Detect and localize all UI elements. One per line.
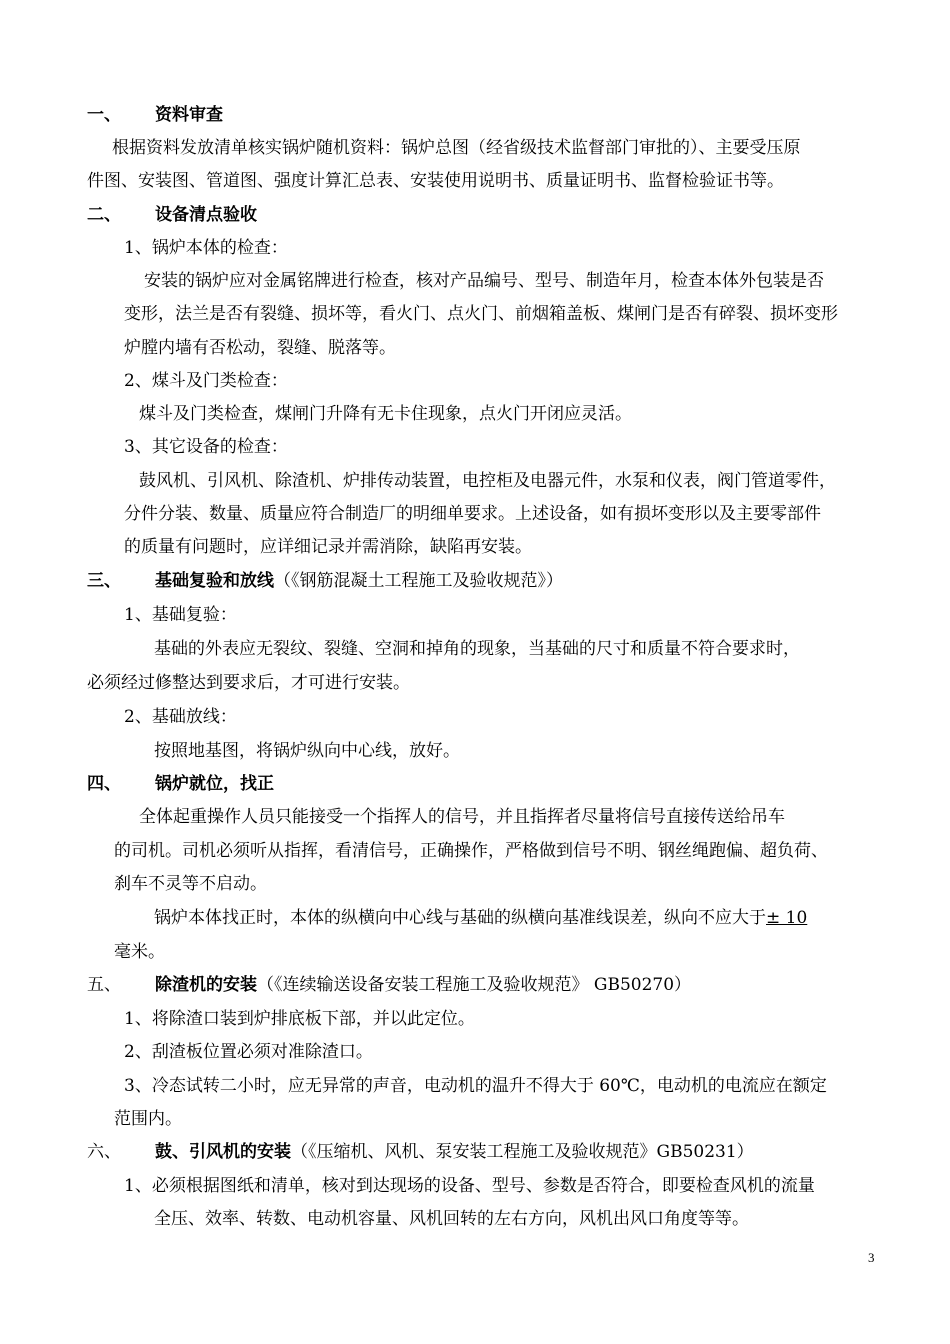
section-title: 资料审查 [155,105,223,125]
list-item: 2、刮渣板位置必须对准除渣口。 [124,1042,373,1062]
list-item: 范围内。 [114,1109,182,1129]
paragraph-line: 变形，法兰是否有裂缝、损坏等，看火门、点火门、前烟箱盖板、煤闸门是否有碎裂、损坏变形 [124,304,838,324]
list-item: 1、必须根据图纸和清单，核对到达现场的设备、型号、参数是否符合，即要检查风机的流量 [124,1176,815,1196]
paragraph-line: 的质量有问题时，应详细记录并需消除，缺陷再安装。 [124,537,532,557]
section-title: 锅炉就位，找正 [155,774,274,794]
list-item: 全压、效率、转数、电动机容量、风机回转的左右方向，风机出风口角度等等。 [154,1209,749,1229]
paragraph-line: 基础的外表应无裂纹、裂缝、空洞和掉角的现象，当基础的尺寸和质量不符合要求时， [154,639,800,659]
section-title: 设备清点验收 [155,205,257,225]
page-number: 3 [868,1250,875,1265]
item-title: 1、锅炉本体的检查： [124,238,288,258]
section-title: 鼓、引风机的安装 [155,1142,291,1162]
paragraph-line: 煤斗及门类检查，煤闸门升降有无卡住现象，点火门开闭应灵活。 [139,404,632,424]
item-title: 2、煤斗及门类检查： [124,371,288,391]
section-title: 基础复验和放线 [155,571,274,591]
paragraph-line: 按照地基图，将锅炉纵向中心线，放好。 [154,741,460,761]
section-reference: （《连续输送设备安装工程施工及验收规范》 GB50270） [257,975,692,995]
paragraph-line: 分件分装、数量、质量应符合制造厂的明细单要求。上述设备，如有损坏变形以及主要零部件 [124,504,821,524]
item-title: 2、基础放线： [124,707,237,727]
paragraph-line: 根据资料发放清单核实锅炉随机资料：锅炉总图（经省级技术监督部门审批的）、主要受压原 [112,138,801,158]
paragraph-line: 刹车不灵等不启动。 [114,874,267,894]
section-number: 六、 [87,1142,121,1162]
list-item: 3、冷态试转二小时，应无异常的声音，电动机的温升不得大于 60℃，电动机的电流应在额定 [124,1076,827,1096]
paragraph-line: 件图、安装图、管道图、强度计算汇总表、安装使用说明书、质量证明书、监督检验证书等。 [87,171,784,191]
item-title: 1、基础复验： [124,605,237,625]
paragraph-line: 鼓风机、引风机、除渣机、炉排传动装置，电控柜及电器元件，水泵和仪表，阀门管道零件， [139,471,836,491]
section-number: 三、 [87,571,121,591]
paragraph-line: 毫米。 [114,942,165,962]
paragraph-line: 安装的锅炉应对金属铭牌进行检查，核对产品编号、型号、制造年月，检查本体外包装是否 [144,271,824,291]
paragraph-line: 的司机。司机必须听从指挥，看清信号，正确操作，严格做到信号不明、钢丝绳跑偏、超负荷、 [114,841,828,861]
section-reference: （《压缩机、风机、泵安装工程施工及验收规范》GB50231） [291,1142,754,1162]
paragraph-line: 全体起重操作人员只能接受一个指挥人的信号，并且指挥者尽量将信号直接传送给吊车 [139,807,785,827]
section-title: 除渣机的安装 [155,975,257,995]
list-item: 1、将除渣口装到炉排底板下部，并以此定位。 [124,1009,475,1029]
section-number: 五、 [87,975,121,995]
section-reference: （《钢筋混凝土工程施工及验收规范》） [274,571,563,591]
paragraph-line: 锅炉本体找正时，本体的纵横向中心线与基础的纵横向基准线误差，纵向不应大于± 10 [154,908,808,928]
paragraph-line: 炉膛内墙有否松动，裂缝、脱落等。 [124,338,396,358]
paragraph-line: 必须经过修整达到要求后，才可进行安装。 [87,673,410,693]
tolerance-value: ± 10 [766,908,808,928]
item-title: 3、其它设备的检查： [124,437,288,457]
section-number: 四、 [87,774,121,794]
section-number: 二、 [87,205,121,225]
section-number: 一、 [87,105,121,125]
